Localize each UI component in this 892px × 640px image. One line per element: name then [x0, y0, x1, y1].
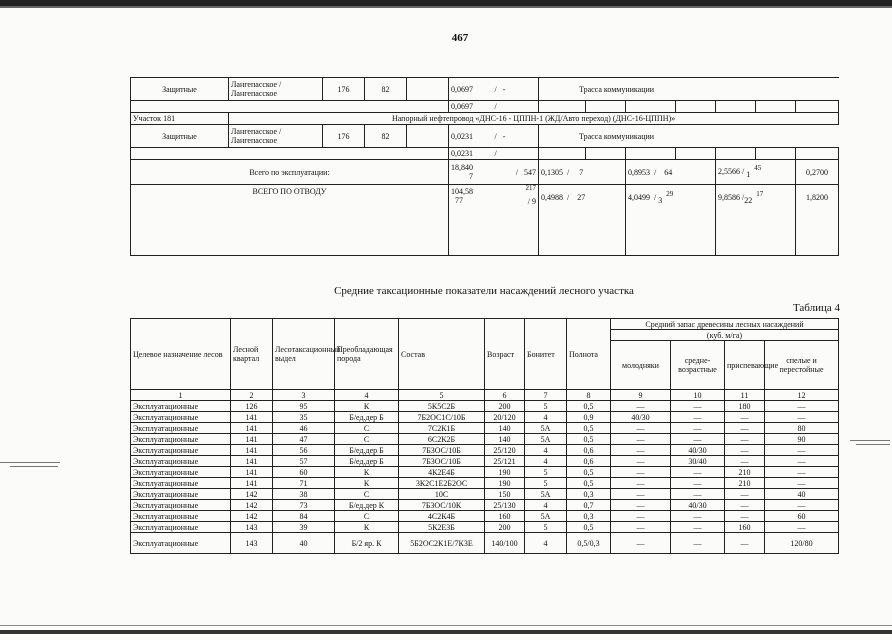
header-density: Полнота: [567, 319, 611, 390]
middle-cell: —: [671, 412, 725, 423]
column-number: 9: [611, 390, 671, 401]
page-number: 467: [451, 32, 469, 44]
bonitet-cell: 5А: [525, 423, 567, 434]
density-cell: 0,5: [567, 401, 611, 412]
mature-cell: —: [765, 456, 839, 467]
composition-cell: 5К5С2Б: [399, 401, 485, 412]
maturing-cell: —: [725, 423, 765, 434]
species-cell: С: [335, 511, 399, 522]
table-row: [131, 125, 839, 148]
density-cell: 0,3: [567, 489, 611, 500]
density-cell: 0,3: [567, 511, 611, 522]
maturing-cell: —: [725, 434, 765, 445]
purpose-cell: Защитные: [131, 125, 229, 148]
young-cell: —: [611, 511, 671, 522]
table-row: [131, 445, 839, 456]
young-cell: —: [611, 445, 671, 456]
species-cell: Б/ед.дер Б: [335, 456, 399, 467]
young-cell: —: [611, 401, 671, 412]
purpose-cell: Эксплуатационные: [131, 412, 231, 423]
stand-indicators-table: [130, 318, 839, 554]
table-row: [131, 522, 839, 533]
area-cell: 0,0697: [449, 78, 493, 101]
header-young: молодняки: [611, 341, 671, 390]
table-header-row: [131, 319, 839, 330]
area-cell: 0,0231: [449, 148, 493, 160]
mature-cell: —: [765, 478, 839, 489]
composition-cell: 5Б2ОС2К1Е/7К3Е: [399, 533, 485, 554]
young-cell: —: [611, 489, 671, 500]
middle-cell: —: [671, 522, 725, 533]
mature-cell: 120/80: [765, 533, 839, 554]
composition-cell: 7С2К1Б: [399, 423, 485, 434]
maturing-cell: —: [725, 533, 765, 554]
vydel-cell: 60: [273, 467, 335, 478]
bonitet-cell: 4: [525, 456, 567, 467]
table-row: [131, 489, 839, 500]
purpose-cell: Защитные: [131, 78, 229, 101]
age-cell: 140: [485, 423, 525, 434]
total-value-5: 0,2700: [796, 160, 839, 185]
density-cell: 0,5: [567, 478, 611, 489]
density-cell: 0,5: [567, 467, 611, 478]
scan-bottom-border-thin: [0, 625, 892, 626]
middle-cell: 40/30: [671, 500, 725, 511]
maturing-cell: —: [725, 500, 765, 511]
purpose-cell: Эксплуатационные: [131, 511, 231, 522]
purpose-cell: Эксплуатационные: [131, 423, 231, 434]
table-row: [131, 113, 839, 125]
density-cell: 0,6: [567, 445, 611, 456]
mature-cell: —: [765, 500, 839, 511]
area-slash: /: [493, 101, 539, 113]
column-number: 7: [525, 390, 567, 401]
header-purpose: Целевое назначение лесов: [131, 319, 231, 390]
middle-cell: —: [671, 489, 725, 500]
stand-indicators-body: [131, 401, 839, 554]
composition-cell: 4С2К4Б: [399, 511, 485, 522]
allot-value-2c: 27: [577, 193, 586, 202]
density-cell: 0,5/0,3: [567, 533, 611, 554]
column-number: 10: [671, 390, 725, 401]
composition-cell: 3К2С1Е2Б2ОС: [399, 478, 485, 489]
scan-bottom-border: [0, 630, 892, 634]
middle-cell: 30/40: [671, 456, 725, 467]
quarter-cell: 143: [231, 522, 273, 533]
quarter-cell: 142: [231, 500, 273, 511]
quarter-cell: 142: [231, 489, 273, 500]
column-number: 11: [725, 390, 765, 401]
mature-cell: —: [765, 445, 839, 456]
age-cell: 200: [485, 401, 525, 412]
table-row: [131, 423, 839, 434]
species-cell: К: [335, 401, 399, 412]
quarter-cell: 141: [231, 445, 273, 456]
scan-top-border-thin: [0, 6, 892, 8]
total-value-4a: 2,5566: [718, 167, 740, 176]
age-cell: 25/121: [485, 456, 525, 467]
table-row: [131, 78, 839, 101]
species-cell: К: [335, 478, 399, 489]
age-cell: 25/130: [485, 500, 525, 511]
quarter-cell: 142: [231, 511, 273, 522]
bonitet-cell: 5: [525, 522, 567, 533]
young-cell: 40/30: [611, 412, 671, 423]
column-number: 3: [273, 390, 335, 401]
density-cell: 0,5: [567, 522, 611, 533]
species-cell: С: [335, 434, 399, 445]
total-slash: /: [567, 167, 570, 177]
mature-cell: —: [765, 522, 839, 533]
total-slash: /: [654, 167, 657, 177]
column-number: 2: [231, 390, 273, 401]
header-mature: спелые и перестойные: [765, 341, 839, 390]
allot-value-1b: 77: [455, 196, 463, 205]
pipeline-cell: Напорный нефтепровод «ДНС-16 - ЦППН-1 (ЖД/Авто переход) (ДНС-16-ЦППН)»: [229, 113, 839, 125]
header-middle: средне-возрастные: [671, 341, 725, 390]
mature-cell: —: [765, 401, 839, 412]
area-dash: -: [502, 131, 506, 141]
middle-cell: —: [671, 467, 725, 478]
age-cell: 20/120: [485, 412, 525, 423]
vydel-cell: 39: [273, 522, 335, 533]
allot-value-4sup: 17: [756, 190, 764, 198]
purpose-cell: Эксплуатационные: [131, 434, 231, 445]
table-row: [131, 412, 839, 423]
table-row: [131, 101, 839, 113]
age-cell: 190: [485, 467, 525, 478]
bonitet-cell: 5А: [525, 434, 567, 445]
table-row: [131, 533, 839, 554]
header-vydel: Лесотаксационный выдел: [273, 319, 335, 390]
header-bonitet: Бонитет: [525, 319, 567, 390]
total-value-4sup: 45: [754, 164, 762, 172]
purpose-cell: Эксплуатационные: [131, 522, 231, 533]
purpose-cell: Эксплуатационные: [131, 500, 231, 511]
maturing-cell: —: [725, 511, 765, 522]
total-value-2a: 0,1305: [541, 167, 563, 177]
forestry-cell: Лангепасское / Лангепасское: [229, 125, 323, 148]
column-number: 4: [335, 390, 399, 401]
total-slash: /: [654, 193, 657, 202]
total-value-3a: 0,8953: [628, 167, 650, 177]
purpose-cell: Эксплуатационные: [131, 467, 231, 478]
density-cell: 0,5: [567, 423, 611, 434]
purpose-cell: Эксплуатационные: [131, 533, 231, 554]
total-value-2c: 7: [579, 167, 584, 177]
maturing-cell: —: [725, 445, 765, 456]
allot-value-1sup: 217: [525, 184, 536, 192]
allotment-continuation-table: [130, 77, 839, 256]
table-row-total-allotment: [131, 185, 839, 256]
maturing-cell: 180: [725, 401, 765, 412]
mature-cell: 90: [765, 434, 839, 445]
vydel-cell: 95: [273, 401, 335, 412]
middle-cell: 40/30: [671, 445, 725, 456]
allot-value-3c: 3: [658, 196, 663, 205]
bonitet-cell: 4: [525, 445, 567, 456]
total-value-1c: 547: [524, 167, 536, 177]
young-cell: —: [611, 456, 671, 467]
column-number: 12: [765, 390, 839, 401]
purpose-cell: Эксплуатационные: [131, 489, 231, 500]
total-value-4c: 1: [746, 170, 751, 179]
quarter-cell: 126: [231, 401, 273, 412]
maturing-cell: —: [725, 489, 765, 500]
table-row: [131, 148, 839, 160]
table-row: [131, 478, 839, 489]
species-cell: С: [335, 489, 399, 500]
table-4-label: Таблица 4: [792, 302, 840, 314]
total-slash: /: [527, 197, 530, 206]
age-cell: 150: [485, 489, 525, 500]
allot-value-2a: 0,4988: [541, 193, 563, 202]
total-slash: /: [515, 167, 518, 177]
allot-value-3sup: 29: [666, 190, 674, 198]
total-slash: /: [742, 193, 745, 202]
young-cell: —: [611, 500, 671, 511]
composition-cell: 5К2Е3Б: [399, 522, 485, 533]
quarter-cell: 141: [231, 456, 273, 467]
vydel-cell: 38: [273, 489, 335, 500]
young-cell: —: [611, 522, 671, 533]
quarter-cell: 141: [231, 423, 273, 434]
quarter-cell: 143: [231, 533, 273, 554]
table-row-total-exploitation: [131, 160, 839, 185]
species-cell: Б/ед.дер Б: [335, 445, 399, 456]
middle-cell: —: [671, 511, 725, 522]
column-number: 8: [567, 390, 611, 401]
density-cell: 0,9: [567, 412, 611, 423]
composition-cell: 4К2Е4Б: [399, 467, 485, 478]
vydel-cell: 40: [273, 533, 335, 554]
bonitet-cell: 5А: [525, 489, 567, 500]
quarter-cell: 141: [231, 412, 273, 423]
area-slash: /: [494, 84, 497, 94]
maturing-cell: 160: [725, 522, 765, 533]
bonitet-cell: 4: [525, 500, 567, 511]
species-cell: К: [335, 467, 399, 478]
allot-value-5: 1,8200: [796, 185, 839, 256]
table-row: [131, 467, 839, 478]
composition-cell: 7Б3ОС/10К: [399, 500, 485, 511]
quarter-cell: 176: [323, 78, 365, 101]
species-cell: Б/2 яр. К: [335, 533, 399, 554]
scan-mark: [856, 444, 890, 445]
area-slash: /: [494, 131, 497, 141]
note-cell: Трасса коммуникации: [539, 78, 839, 101]
young-cell: —: [611, 478, 671, 489]
middle-cell: —: [671, 434, 725, 445]
age-cell: 25/120: [485, 445, 525, 456]
mature-cell: 80: [765, 423, 839, 434]
header-age: Возраст: [485, 319, 525, 390]
purpose-cell: Эксплуатационные: [131, 478, 231, 489]
vydel-cell: 71: [273, 478, 335, 489]
vydel-cell: 35: [273, 412, 335, 423]
section-cell: Участок 181: [131, 113, 229, 125]
middle-cell: —: [671, 401, 725, 412]
composition-cell: 6С2К2Б: [399, 434, 485, 445]
header-stock-group: Средний запас древесины лесных насаждений: [611, 319, 839, 330]
allot-value-4a: 9,8586: [718, 193, 740, 202]
composition-cell: 7Б2ОС1С/10Б: [399, 412, 485, 423]
note-cell: Трасса коммуникации: [539, 125, 839, 148]
allot-value-3a: 4,0499: [628, 193, 650, 202]
purpose-cell: Эксплуатационные: [131, 445, 231, 456]
column-number: 5: [399, 390, 485, 401]
table-row: [131, 511, 839, 522]
vydel-cell: 57: [273, 456, 335, 467]
composition-cell: 7Б3ОС/10Б: [399, 456, 485, 467]
total-value-3c: 64: [664, 167, 673, 177]
area-dash: -: [502, 84, 506, 94]
purpose-cell: Эксплуатационные: [131, 401, 231, 412]
composition-cell: 10С: [399, 489, 485, 500]
scan-mark: [850, 440, 890, 441]
allot-value-1c: 9: [532, 197, 536, 206]
middle-cell: —: [671, 423, 725, 434]
vydel-cell: 73: [273, 500, 335, 511]
age-cell: 140: [485, 434, 525, 445]
bonitet-cell: 5: [525, 478, 567, 489]
maturing-cell: 210: [725, 478, 765, 489]
bonitet-cell: 4: [525, 412, 567, 423]
scan-mark: [0, 462, 60, 463]
middle-cell: —: [671, 533, 725, 554]
total-exploitation-label: Всего по эксплуатации:: [131, 160, 449, 185]
vydel-cell: 46: [273, 423, 335, 434]
density-cell: 0,6: [567, 456, 611, 467]
quarter-cell: 141: [231, 434, 273, 445]
allot-value-4c: 22: [744, 196, 753, 205]
bonitet-cell: 5: [525, 401, 567, 412]
mature-cell: —: [765, 412, 839, 423]
mature-cell: 60: [765, 511, 839, 522]
column-number: 1: [131, 390, 231, 401]
quarter-cell: 176: [323, 125, 365, 148]
allot-value-1a: 104,58: [451, 187, 473, 196]
total-allotment-label: ВСЕГО ПО ОТВОДУ: [131, 185, 449, 256]
species-cell: С: [335, 423, 399, 434]
quarter-cell: 141: [231, 467, 273, 478]
table-row: [131, 456, 839, 467]
density-cell: 0,5: [567, 434, 611, 445]
age-cell: 140/100: [485, 533, 525, 554]
quarter-cell: 141: [231, 478, 273, 489]
vydel-cell: 82: [365, 125, 407, 148]
middle-cell: —: [671, 478, 725, 489]
header-species: Преобладающая порода: [335, 319, 399, 390]
bonitet-cell: 4: [525, 533, 567, 554]
mature-cell: 40: [765, 489, 839, 500]
maturing-cell: —: [725, 456, 765, 467]
age-cell: 190: [485, 478, 525, 489]
header-quarter: Лесной квартал: [231, 319, 273, 390]
table-row: [131, 434, 839, 445]
total-value-1b: 7: [469, 172, 473, 181]
header-composition: Состав: [399, 319, 485, 390]
vydel-cell: 82: [365, 78, 407, 101]
total-slash: /: [742, 167, 745, 176]
table-4-title: Средние таксационные показатели насаждений лесного участка: [334, 285, 634, 297]
young-cell: —: [611, 434, 671, 445]
header-unit: (куб. м/га): [611, 330, 839, 341]
maturing-cell: —: [725, 412, 765, 423]
purpose-cell: Эксплуатационные: [131, 456, 231, 467]
density-cell: 0,7: [567, 500, 611, 511]
area-cell: 0,0231: [449, 125, 493, 148]
species-cell: Б/ед.дер Б: [335, 412, 399, 423]
total-slash: /: [567, 193, 570, 202]
column-number: 6: [485, 390, 525, 401]
mature-cell: —: [765, 467, 839, 478]
age-cell: 200: [485, 522, 525, 533]
age-cell: 160: [485, 511, 525, 522]
table-row: [131, 500, 839, 511]
area-cell: 0,0697: [449, 101, 493, 113]
table-row: [131, 401, 839, 412]
young-cell: —: [611, 423, 671, 434]
total-value-1a: 18,840: [451, 163, 473, 172]
header-maturing: приспевающие: [725, 341, 765, 390]
species-cell: Б/ед.дер К: [335, 500, 399, 511]
column-number-row: [131, 390, 839, 401]
bonitet-cell: 5А: [525, 511, 567, 522]
young-cell: —: [611, 467, 671, 478]
forestry-cell: Лангепасское / Лангепасское: [229, 78, 323, 101]
vydel-cell: 84: [273, 511, 335, 522]
vydel-cell: 47: [273, 434, 335, 445]
vydel-cell: 56: [273, 445, 335, 456]
composition-cell: 7Б3ОС/10Б: [399, 445, 485, 456]
area-slash: /: [493, 148, 539, 160]
maturing-cell: 210: [725, 467, 765, 478]
bonitet-cell: 5: [525, 467, 567, 478]
scan-mark: [10, 466, 58, 467]
species-cell: К: [335, 522, 399, 533]
young-cell: —: [611, 533, 671, 554]
